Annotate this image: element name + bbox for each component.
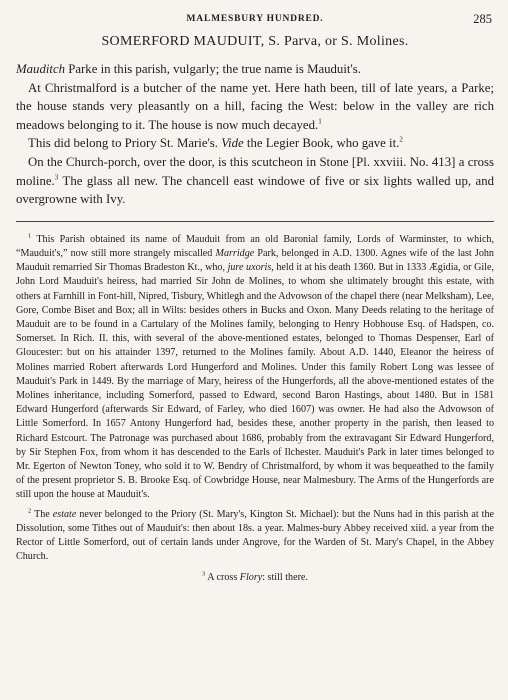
footnote-3-mark: 3 xyxy=(202,571,206,579)
paragraph-4-text: On the Church-porch, over the door, is this scutcheon in Stone [Pl. xxviii. No. 413] a cross moline. xyxy=(16,154,494,188)
paragraph-3 xyxy=(16,134,494,153)
paragraph-3-italic: Vide xyxy=(221,136,244,151)
footnote-3-italic: Flory xyxy=(239,572,263,584)
footnote-1-text: This Parish obtained its name of Mauduit from an old Baronial family, Lords of Warminster, to which, “Mauduit's,” now still more strangely miscalled xyxy=(16,233,494,259)
paragraph-1 xyxy=(16,60,494,79)
footnote-1-italic-1: Marridge xyxy=(215,247,255,259)
paragraph-3-text-end: the Legier Book, who gave it. xyxy=(243,136,400,151)
running-head xyxy=(16,0,494,30)
footnote-2-text: The xyxy=(31,508,53,520)
footnote-ref-3: 3 xyxy=(54,173,59,182)
footnote-1-mark: 1 xyxy=(28,232,32,240)
paragraph-3-text: This did belong to Priory St. Marie's. xyxy=(28,136,222,151)
footnotes xyxy=(16,233,494,586)
paragraph-2 xyxy=(16,79,494,135)
footnote-1-text-3: , held it at his death 1360. But in 1333 Ægidia, or Gile, John Lord Mauduit's heiress, had married Sir John de Molines, to whom she ultimately brought this estate, with others at Farnhill in Font-hill, Nipred, Tisbury, Whitlegh and the Advowson of the chapel there (near Melksham), Lee, Gore, Combe Biset and Box; all in Wilts: besides others in Bucks and Oxon. Many Deeds relating to the heritage of Mauduit are to be found in a Cartulary of the Molines family, belonging to Henry Hobhouse Esq. of Hadspen, co. Somerset. In Rich. II. this, with several of the above-mentioned estates, belonged to Thomas Despenser, Earl of Gloucester: but on his attainder 1397, returned to the Molines family. About A.D. 1440, Eleanor the heiress of Molines married Robert afterwards Lord Hungerford and Molines. Under this family Robert Long was lessee of Mauduit's Park in 1449. By the marriage of Mary, heiress of the Hungerfords, all the above-mentioned estates of the Molines inheritance, including Somerford, passed to Edward, second Baron Hastings, about 1480. But in 1581 Edward Hungerford (afterwards Sir Edward, of Farley, who died 1607) was owner. He had also the Advowson of Little Somerford. In 1657 Antony Hungerford had, besides these, another property in the parish, then leased to Richard Estcourt. The Patronage was purchased about 1686, probably from the extravagant Sir Edward Hungerford, by Sir Stephen Fox, from whom it has descended to the Earls of Ilchester. Mauduit's Park in later times belonged to Mr. Egerton of Newton Toney, who sold it to W. Bendry of Christmalford, by whom it was bequeathed to the family of the present proprietor S. B. Brooke Esq. of Cowbridge House, near Malmesbury. The Arms of the Hungerfords are still upon the house at Mauduit's. xyxy=(16,262,494,501)
footnote-3-text: A cross xyxy=(205,572,240,584)
footnote-1-text-2: Park, belonged in A.D. 1300. Agnes wife of the last John Mauduit remarried Sir Thomas Bradeston Kt., who, xyxy=(16,247,494,274)
footnote-1-italic-2: jure uxoris xyxy=(227,262,272,274)
section-title: SOMERFORD MAUDUIT, S. Parva, or S. Molines. xyxy=(101,34,409,49)
footnote-2-text-2: never belonged to the Priory (St. Mary's, Kington St. Michael): but the Nuns had in this parish at the Dissolution, some Tithes out of Mauduit's: then about 18s. a year. Malmes-bury Abbey received xiid. a year from the Rector of Little Somerford, out of certain lands under Angrove, for the Warden of St. Mary's Chapel, in the Abbey Church. xyxy=(16,508,494,563)
footnote-3-text-2: : still there. xyxy=(262,572,308,584)
footnote-ref-1: 1 xyxy=(318,117,322,126)
page-number: 285 xyxy=(473,12,492,26)
running-title: MALMESBURY HUNDRED. xyxy=(186,14,324,24)
paragraph-1-text: Parke in this parish, vulgarly; the true name is Mauduit's. xyxy=(65,62,361,76)
footnote-1 xyxy=(16,233,494,503)
body-text xyxy=(16,60,494,209)
paragraph-4 xyxy=(16,153,494,209)
footnote-2-mark: 2 xyxy=(28,507,32,515)
footnote-ref-2: 2 xyxy=(399,136,403,145)
paragraph-1-italic: Mauditch xyxy=(16,62,66,76)
paragraph-2-text: At Christmalford is a butcher of the name yet. Here hath been, till of late years, a Parke; the house stands very pleasantly on a hill, facing the West: below in the valley are rich meadows belonging to it. The house is now much decayed. xyxy=(16,80,494,132)
footnote-2 xyxy=(16,508,494,565)
footnote-2-italic: estate xyxy=(52,508,77,520)
paragraph-4-text-end: The glass all new. The chancell east windowe of five or six lights walled up, and overgrowne with Ivy. xyxy=(16,173,494,207)
footnote-divider xyxy=(16,221,494,222)
footnote-3 xyxy=(16,571,494,585)
